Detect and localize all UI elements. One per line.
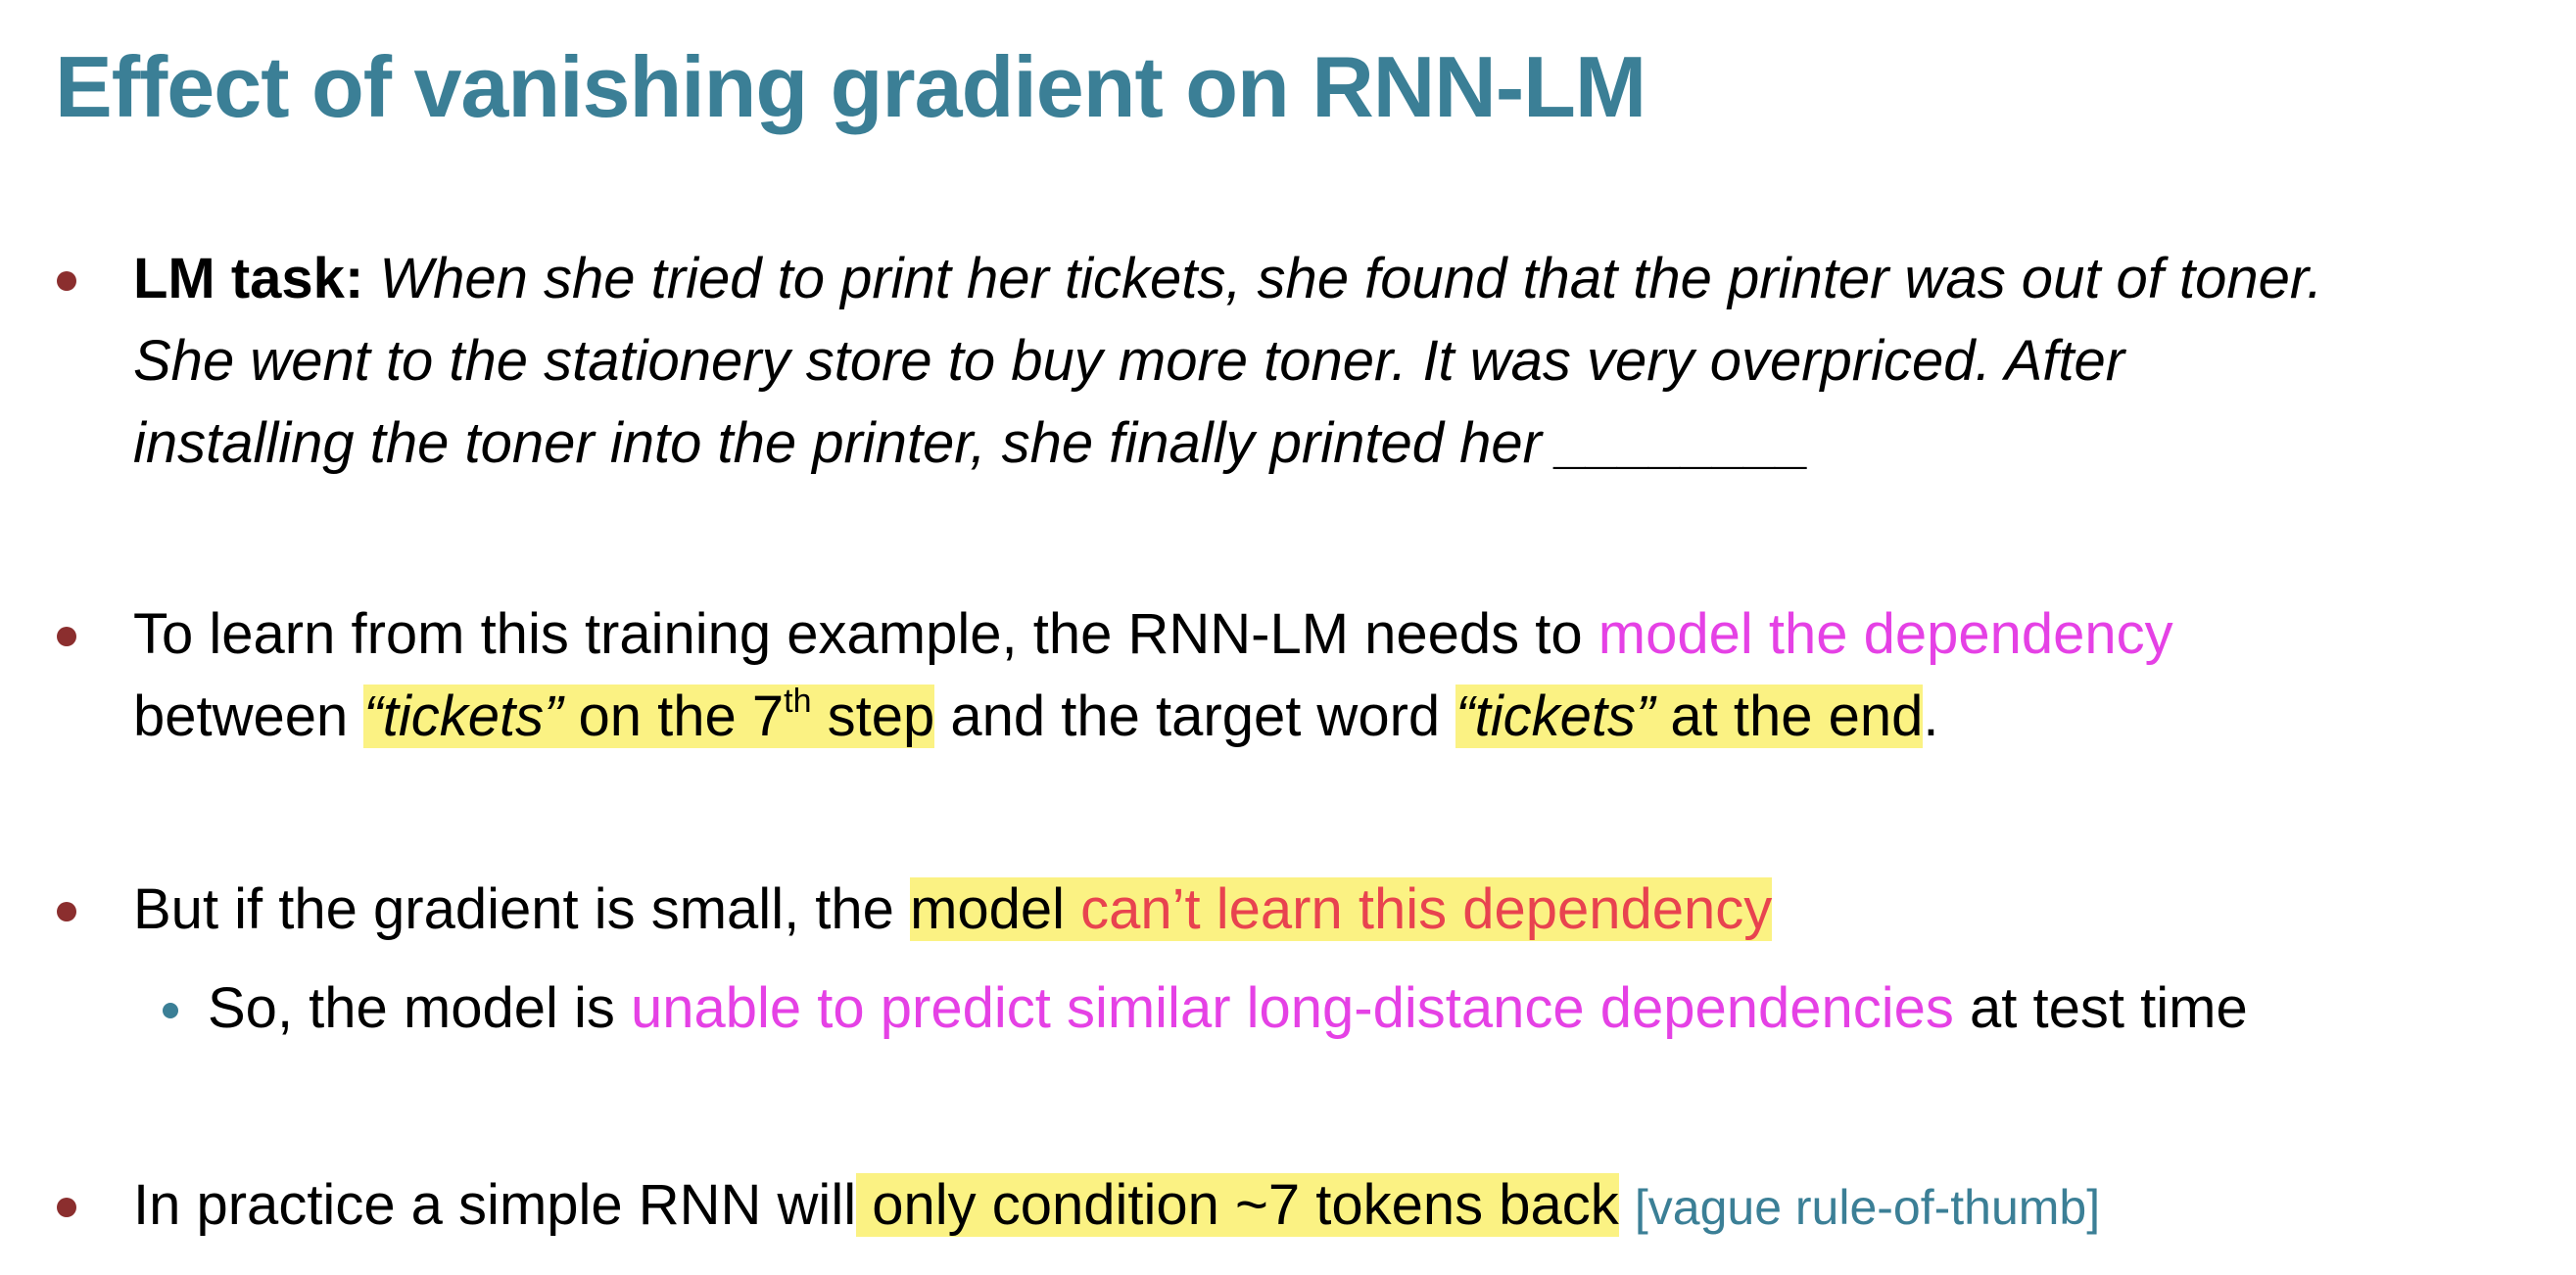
- sub-text-1: So, the model is: [208, 976, 631, 1040]
- highlight-cant-learn: [910, 877, 1772, 941]
- lm-task-line-3: installing the toner into the printer, she finally printed her ________: [133, 411, 1811, 475]
- sub-text-2: at test time: [1953, 976, 2248, 1040]
- slide-title: Effect of vanishing gradient on RNN-LM: [55, 38, 1646, 135]
- highlight-tickets-end: [1455, 685, 1923, 748]
- at-the-end: at the end: [1654, 685, 1924, 748]
- superscript-th: th: [784, 682, 812, 720]
- step-word: step: [811, 685, 935, 748]
- model-dependency-phrase: model the dependency: [1598, 602, 2173, 666]
- learn-text-1: To learn from this training example, the RNN-LM needs to: [133, 602, 1598, 666]
- practice-line: [133, 1164, 2547, 1249]
- learn-text-2: between: [133, 685, 364, 748]
- learn-line-1: [133, 593, 2547, 676]
- lm-task-line-1: [133, 238, 2547, 320]
- bullet-learn-dependency-text: [133, 593, 2547, 758]
- model-word: model: [910, 877, 1081, 941]
- sub-bullet-dot: [163, 1003, 178, 1018]
- highlight-tickets-7th-step: [363, 682, 935, 748]
- gradient-text-1: But if the gradient is small, the: [133, 877, 911, 941]
- lm-task-line-2: She went to the stationery store to buy more toner. It was very overpriced. After: [133, 329, 2125, 393]
- lm-task-sentence-1: When she tried to print her tickets, she found that the printer was out of toner.: [379, 247, 2323, 310]
- rule-of-thumb-note: [vague rule-of-thumb]: [1634, 1180, 2101, 1235]
- practice-text-1: In practice a simple RNN will: [133, 1173, 857, 1237]
- learn-line-2: [133, 676, 2547, 758]
- bullet-in-practice-text: [133, 1164, 2547, 1249]
- cant-learn-phrase: can’t learn this dependency: [1080, 877, 1773, 941]
- gradient-line: [133, 869, 2547, 951]
- highlight-7-tokens: only condition ~7 tokens back: [856, 1173, 1619, 1237]
- sub-bullet-test-time: [208, 968, 2248, 1050]
- bullet-dot: [57, 902, 76, 921]
- bullet-dot: [57, 1198, 76, 1217]
- tickets-quote-2: “tickets”: [1455, 685, 1655, 748]
- learn-text-3: and the target word: [934, 685, 1456, 748]
- bullet-dot: [57, 627, 76, 646]
- bullet-small-gradient-text: [133, 869, 2547, 951]
- unable-to-predict-phrase: unable to predict similar long-distance dependencies: [631, 976, 1954, 1040]
- bullet-dot: [57, 271, 76, 291]
- period: .: [1923, 685, 1939, 748]
- tickets-quote-1: “tickets”: [363, 685, 563, 748]
- lm-task-label: LM task:: [133, 247, 364, 310]
- on-the-7: on the 7: [562, 685, 785, 748]
- bullet-lm-task-text: [133, 238, 2547, 485]
